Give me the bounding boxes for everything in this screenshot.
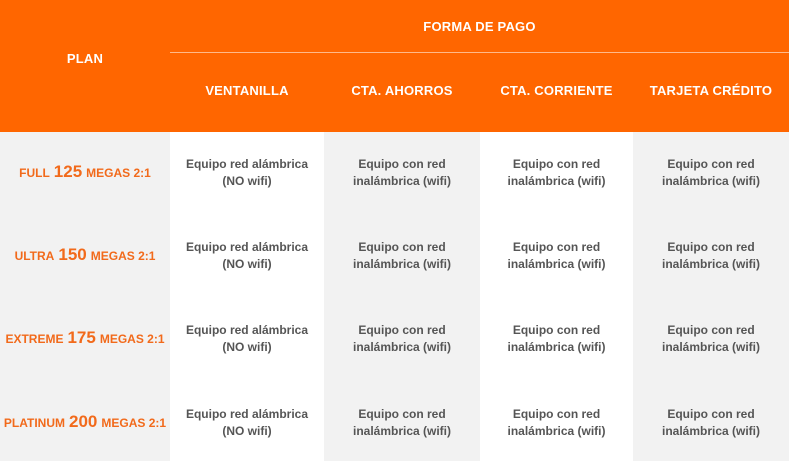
table-cell [170,132,324,214]
table-cell [170,381,324,461]
cell-line: inalámbrica (wifi) [507,256,606,271]
cell-line: (NO wifi) [222,340,272,354]
cell-line: inalámbrica (wifi) [352,174,452,188]
cell-line: Equipo red alámbrica [185,323,309,337]
plan-suffix: MEGAS 2:1 [90,248,156,263]
payment-method-group-header [170,0,789,53]
plan-speed-number: 200 [69,411,98,431]
cell-line: inalámbrica (wifi) [661,423,761,438]
cell-line: (NO wifi) [222,423,272,438]
column-header-cta-ahorros [324,53,480,132]
plan-suffix: MEGAS 2:1 [99,332,165,346]
cell-line: Equipo con red [667,323,755,337]
table-cell [633,297,789,381]
table-cell [324,297,480,381]
cell-line: inalámbrica (wifi) [352,423,452,438]
plan-ultra-150 [0,214,170,297]
table-cell [480,381,633,461]
column-header-label: VENTANILLA [205,83,289,98]
cell-line: inalámbrica (wifi) [661,340,761,354]
cell-line: Equipo con red [512,323,601,337]
plan-suffix: MEGAS 2:1 [86,166,151,180]
plan-prefix: PLATINUM [3,415,66,430]
table-cell [480,132,633,214]
cell-line: (NO wifi) [222,256,272,271]
plan-speed-number: 125 [53,162,83,181]
cell-line: (NO wifi) [222,174,272,188]
cell-line: Equipo con red [512,157,601,171]
cell-line: Equipo con red [358,323,446,337]
cell-line: inalámbrica (wifi) [352,340,452,354]
column-header-label: CTA. AHORROS [351,83,453,98]
table-cell [324,381,480,461]
cell-line: Equipo con red [512,239,601,254]
cell-line: Equipo con red [358,157,446,171]
cell-line: inalámbrica (wifi) [352,256,452,271]
plan-prefix: FULL [19,166,50,180]
column-header-label: CTA. CORRIENTE [500,83,613,98]
table-cell [480,214,633,297]
cell-line: Equipo con red [512,406,601,421]
cell-line: Equipo con red [358,239,446,254]
table-cell [170,297,324,381]
cell-line: Equipo con red [358,406,446,421]
cell-line: inalámbrica (wifi) [661,174,761,188]
cell-line: Equipo red alámbrica [185,406,309,421]
cell-line: Equipo red alámbrica [185,239,309,254]
table-cell [633,214,789,297]
table-cell [324,132,480,214]
plan-header-label: PLAN [66,51,104,66]
cell-line: inalámbrica (wifi) [507,174,606,188]
cell-line: Equipo con red [667,157,755,171]
table-cell [324,214,480,297]
plan-full-125 [0,132,170,214]
plan-speed-number: 175 [67,328,96,347]
cell-line: inalámbrica (wifi) [507,423,606,438]
column-header-label: TARJETA CRÉDITO [649,83,773,98]
table-cell [480,297,633,381]
cell-line: Equipo red alámbrica [185,157,309,171]
column-header-tarjeta-credito [633,53,789,132]
plan-column-header [0,0,170,132]
table-cell [170,214,324,297]
cell-line: Equipo con red [667,406,755,421]
plan-platinum-200 [0,381,170,461]
column-header-cta-corriente [480,53,633,132]
plan-prefix: ULTRA [14,248,55,263]
cell-line: inalámbrica (wifi) [507,340,606,354]
table-cell [633,381,789,461]
cell-line: inalámbrica (wifi) [661,256,761,271]
payment-method-header-label: FORMA DE PAGO [423,18,536,34]
plan-suffix: MEGAS 2:1 [101,415,167,430]
cell-line: Equipo con red [667,239,755,254]
column-header-ventanilla [170,53,324,132]
plan-speed-number: 150 [58,244,87,264]
plan-prefix: EXTREME [5,332,64,346]
table-cell [633,132,789,214]
plan-extreme-175 [0,297,170,381]
